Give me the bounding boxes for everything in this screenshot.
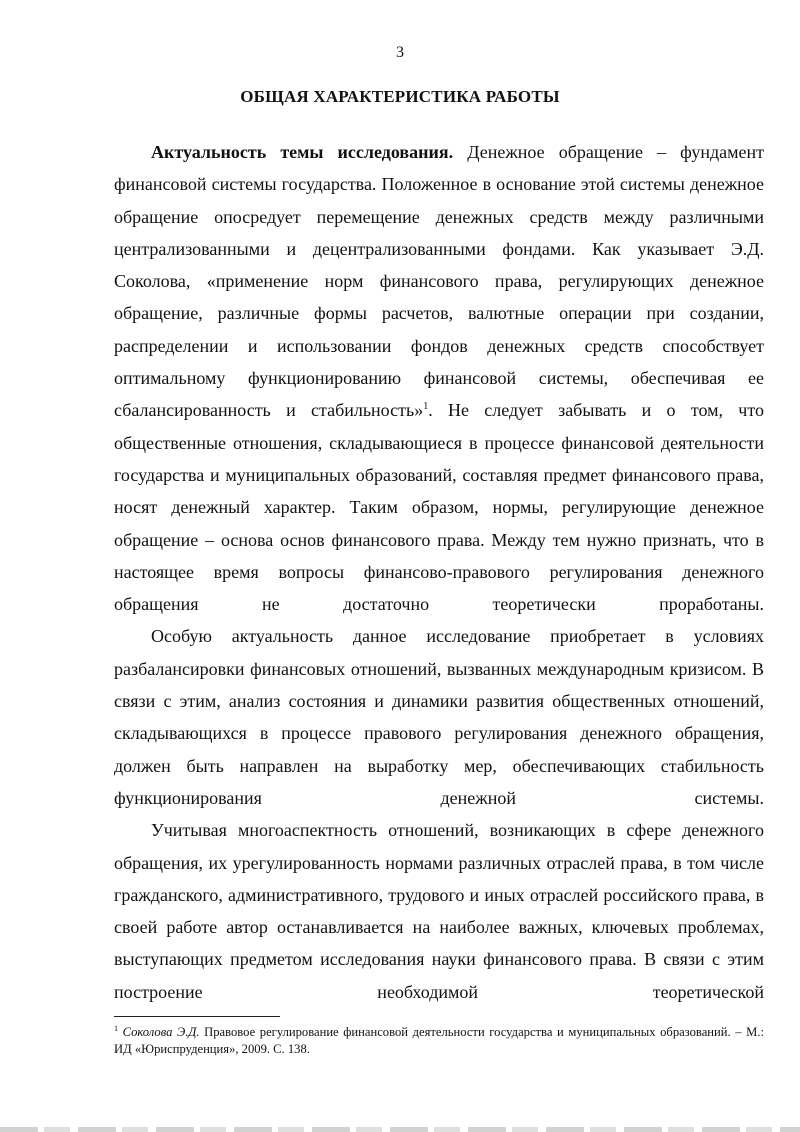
paragraph-relevance bbox=[114, 136, 764, 620]
footnote-separator bbox=[114, 1016, 280, 1017]
paragraph-text: Денежное обращение – фундамент финансовой системы государства. Положенное в основание этой системы денежное обращение опосредует перемещение денежных средств между различными централизованными и децентрализованными фондами. Как указывает Э.Д. Соколова, «применение норм финансового права, регулирующих денежное обращение, различные формы расчетов, валютные операции при создании, распределении и использовании фондов денежных средств способствует оптимальному функционированию финансовой системы, обеспечивая ее сбалансированность и стабильность» bbox=[114, 142, 765, 421]
paragraph-crisis: Особую актуальность данное исследование приобретает в условиях разбалансировки финансовых отношений, вызванных международным кризисом. В связи с этим, анализ состояния и динамики развития общественных отношений, складывающихся в процессе правового регулирования денежного обращения, должен быть направлен на выработку мер, обеспечивающих стабильность функционирования денежной системы. bbox=[114, 626, 764, 808]
footnote-author: Соколова Э.Д. bbox=[122, 1025, 200, 1039]
footnote-reference: 1 bbox=[423, 401, 429, 413]
paragraph-text-continued: . Не следует забывать и о том, что общественные отношения, складывающиеся в процессе финансовой деятельности государства и муниципальных образований, составляя предмет финансового права, носят денежный характер. Таким образом, нормы, регулирующие денежное обращение – основа основ финансового права. Между тем нужно признать, что в настоящее время вопросы финансово-правового регулирования денежного обращения не достаточно теоретически проработаны. bbox=[114, 400, 764, 615]
paragraph-aspects: Учитывая многоаспектность отношений, возникающих в сфере денежного обращения, их урегулированность нормами различных отраслей права, в том числе гражданского, административного, трудового и иных отраслей российского права, в своей работе автор останавливается на наиболее важных, ключевых проблемах, выступающих предметом исследования науки финансового права. В связи с этим построение необходимой теоретической bbox=[114, 820, 764, 1002]
main-text bbox=[114, 136, 764, 1008]
page-number: 3 bbox=[396, 44, 404, 61]
scan-edge bbox=[0, 1127, 800, 1132]
footnote bbox=[114, 1024, 764, 1058]
page-title: ОБЩАЯ ХАРАКТЕРИСТИКА РАБОТЫ bbox=[240, 87, 560, 106]
paragraph-lead-heading: Актуальность темы исследования. bbox=[151, 142, 454, 162]
footnote-text: Правовое регулирование финансовой деятельности государства и муниципальных образований. – М.: ИД «Юриспруденция», 2009. С. 138. bbox=[114, 1025, 764, 1056]
footnote-marker: 1 bbox=[114, 1023, 118, 1033]
